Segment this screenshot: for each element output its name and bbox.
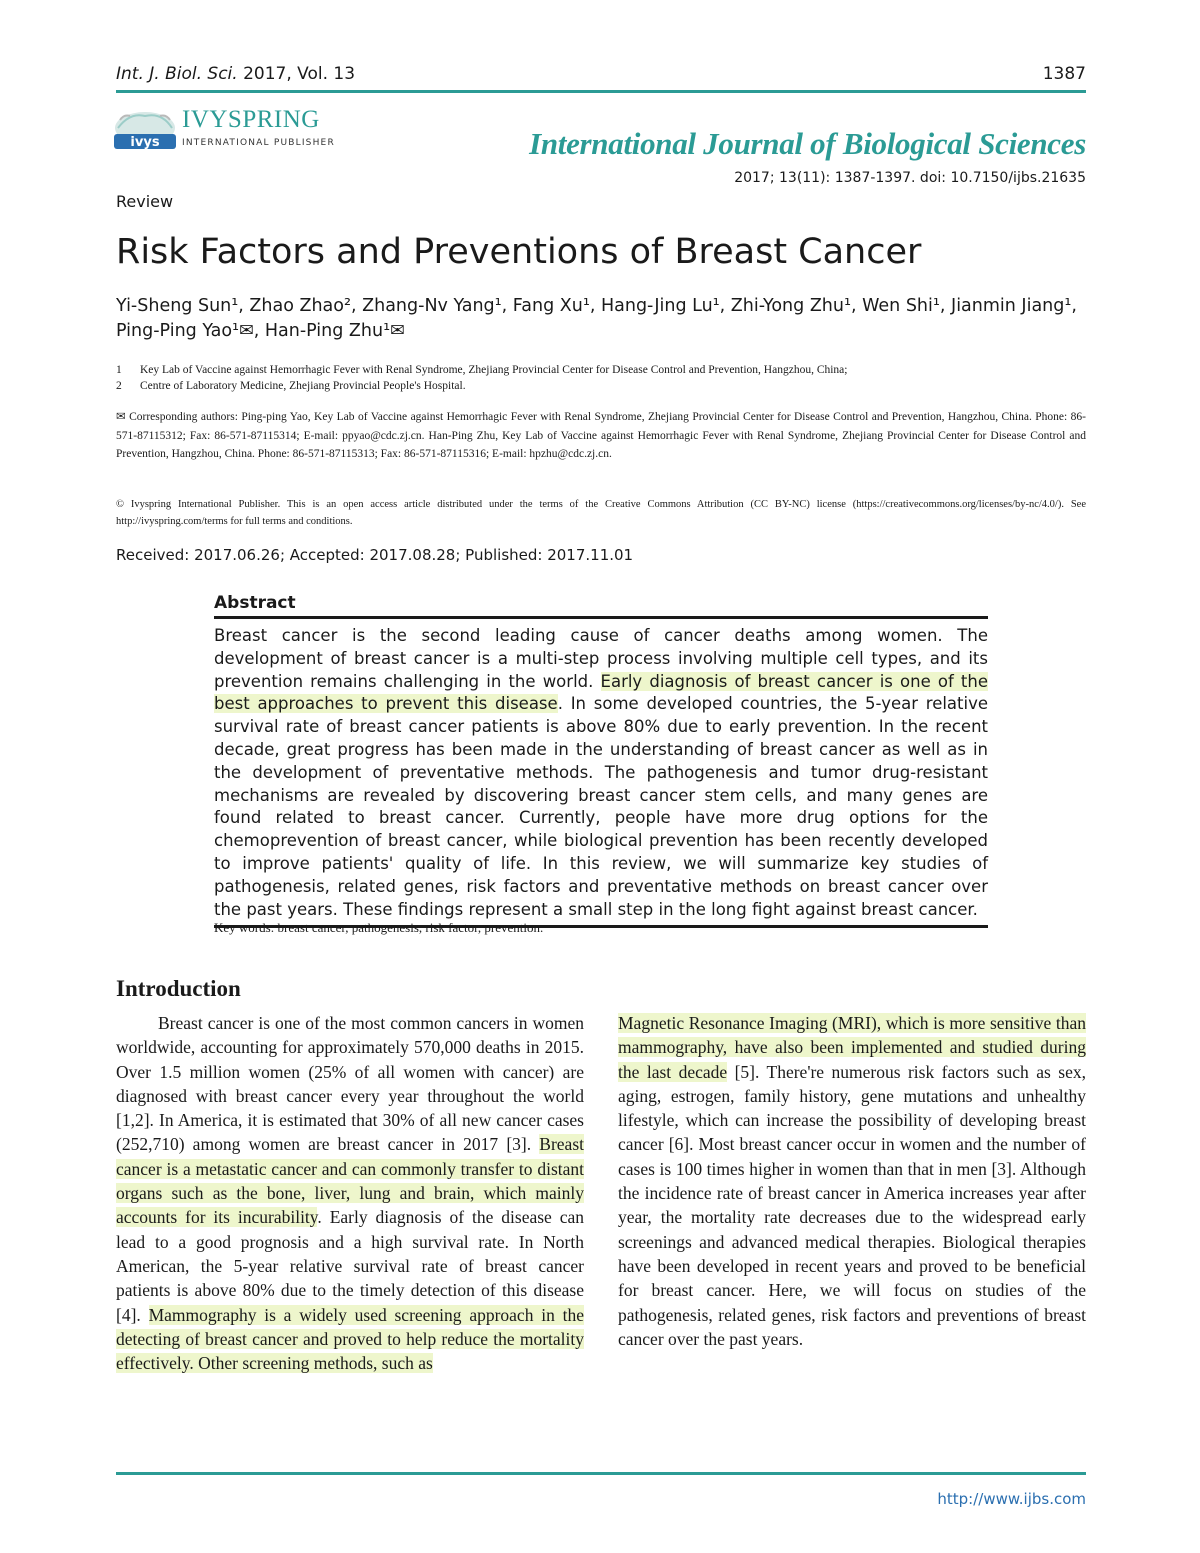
publisher-subtitle: INTERNATIONAL PUBLISHER [182, 138, 335, 148]
intro-text: [5]. There're numerous risk factors such as sex, aging, estrogen, family history, gene mutations and unhealthy lifestyle, which can increase the possibility of developing breast cancer [6]. Most breast cancer occur in women and the number of cases is 100 times higher in women than that in men [3]. Although the incidence rate of breast cancer in America increases year after year, the mortality rate decreases due to the widespread early screenings and advanced medical therapies. Biological therapies have been developed in recent years and proved to be beneficial for breast cancer. Here, we will focus on studies of the pathogenesis, related genes, risk factors and preventions of breast cancer over the past years. [618, 1061, 1086, 1349]
ivyspring-logo-icon [110, 106, 180, 156]
intro-text: Breast cancer is one of the most common cancers in women worldwide, accounting for approximately 570,000 deaths in 2015. Over 1.5 million women (25% of all women with cancer) are diagnosed with breast cancer every year throughout the world [1,2]. In America, it is estimated that 30% of all new cancer cases (252,710) among women are breast cancer in 2017 [3]. [116, 1013, 584, 1155]
header-rule [116, 90, 1086, 93]
intro-paragraph-1-cont [618, 1011, 1086, 1351]
affiliation-1 [116, 364, 1086, 376]
section-heading-introduction: Introduction [116, 976, 241, 1001]
abstract-highlight: Early diagnosis of breast cancer is one of the best approaches to prevent this disease [214, 671, 989, 714]
affiliation-2 [116, 380, 1086, 392]
abstract-part-1: Breast cancer is the second leading cause of cancer deaths among women. The development of breast cancer is a multi-step process involving multiple cell types, and its prevention remains challenging in the world. [214, 626, 988, 691]
page-number: 1387 [1042, 64, 1086, 84]
intro-column-left [116, 1011, 584, 1375]
abstract-box [214, 593, 988, 928]
svg-text:ivys: ivys [130, 135, 160, 150]
intro-text: . Early diagnosis of the disease can lead to a good prognosis and a high survival rate. In North American, the 5-year relative survival rate of breast cancer patients is above 80% due to the timely detection of this disease [4]. [116, 1207, 584, 1325]
publisher-logo [110, 106, 350, 156]
affiliation-number: 1 [116, 364, 122, 376]
article-type: Review [116, 192, 174, 211]
abstract-top-rule [214, 616, 988, 619]
license-statement: © Ivyspring International Publisher. This is an open access article distributed under the terms of the Creative Commons Attribution (CC BY-NC) license (https://creativecommons.org/licenses/by-nc/4.0/). See http://ivyspring.com/terms for full terms and conditions. [116, 499, 1086, 527]
intro-column-right [618, 1011, 1086, 1351]
publication-dates: Received: 2017.06.26; Accepted: 2017.08.28; Published: 2017.11.01 [116, 546, 634, 564]
intro-highlight: Magnetic Resonance Imaging (MRI), which is more sensitive than mammography, have also been implemented and studied during the last decade [618, 1013, 1086, 1082]
journal-name: International Journal of Biological Sciences [529, 126, 1086, 161]
publisher-name: IVYSPRING [182, 106, 320, 133]
abstract-heading: Abstract [214, 593, 296, 613]
running-head-volume: 2017, Vol. 13 [237, 64, 356, 84]
abstract-text [214, 625, 988, 921]
article-title: Risk Factors and Preventions of Breast Cancer [116, 232, 922, 272]
abstract-part-2: . In some developed countries, the 5-year relative survival rate of breast cancer patients is above 80% due to early prevention. In the recent decade, great progress has been made in the understanding of breast cancer as well as in the development of preventative methods. The pathogenesis and tumor drug-resistant mechanisms are revealed by discovering breast cancer stem cells, and many genes are found related to breast cancer. Currently, people have more drug options for the chemoprevention of breast cancer, while biological prevention has been recently developed to improve patients' quality of life. In this review, we will summarize key studies of pathogenesis, related genes, risk factors and preventative methods on breast cancer over the past years. These findings represent a small step in the long fight against breast cancer. [214, 694, 989, 919]
affiliation-number: 2 [116, 380, 122, 392]
intro-paragraph-1 [116, 1011, 584, 1375]
running-head [116, 64, 1086, 86]
intro-highlight: Breast cancer is a metastatic cancer and can commonly transfer to distant organs such as the bone, liver, lung and brain, which mainly accounts for its incurability [116, 1134, 584, 1228]
citation: 2017; 13(11): 1387-1397. doi: 10.7150/ijbs.21635 [734, 170, 1086, 186]
authors: Yi-Sheng Sun¹, Zhao Zhao², Zhang-Nv Yang¹, Fang Xu¹, Hang-Jing Lu¹, Zhi-Yong Zhu¹, Wen Shi¹, Jianmin Jiang¹, Ping-Ping Yao¹✉, Han-Ping Zhu¹✉ [116, 296, 1077, 341]
running-head-journal: Int. J. Biol. Sci. [116, 64, 238, 84]
footer-rule [116, 1472, 1086, 1475]
affiliation-text: Key Lab of Vaccine against Hemorrhagic Fever with Renal Syndrome, Zhejiang Provincial Center for Disease Control and Prevention, Hangzhou, China; [140, 364, 848, 376]
intro-highlight: Mammography is a widely used screening approach in the detecting of breast cancer and proved to help reduce the mortality effectively. Other screening methods, such as [116, 1304, 585, 1374]
footer-url-link[interactable]: http://www.ijbs.com [937, 1490, 1086, 1508]
corresponding-authors: ✉ Corresponding authors: Ping-ping Yao, Key Lab of Vaccine against Hemorrhagic Fever with Renal Syndrome, Zhejiang Provincial Center for Disease Control and Prevention, Hangzhou, China. Phone: 86-571-87115312; Fax: 86-571-87115314; E-mail: ppyao@cdc.zj.cn. Han-Ping Zhu, Key Lab of Vaccine against Hemorrhagic Fever with Renal Syndrome, Zhejiang Provincial Center for Disease Control and Prevention, Hangzhou, China. Phone: 86-571-87115313; Fax: 86-571-87115316; E-mail: hpzhu@cdc.zj.cn. [116, 411, 1086, 460]
affiliation-text: Centre of Laboratory Medicine, Zhejiang Provincial People's Hospital. [140, 380, 466, 392]
keywords: Key words: breast cancer, pathogenesis, risk factor, prevention. [214, 920, 544, 935]
